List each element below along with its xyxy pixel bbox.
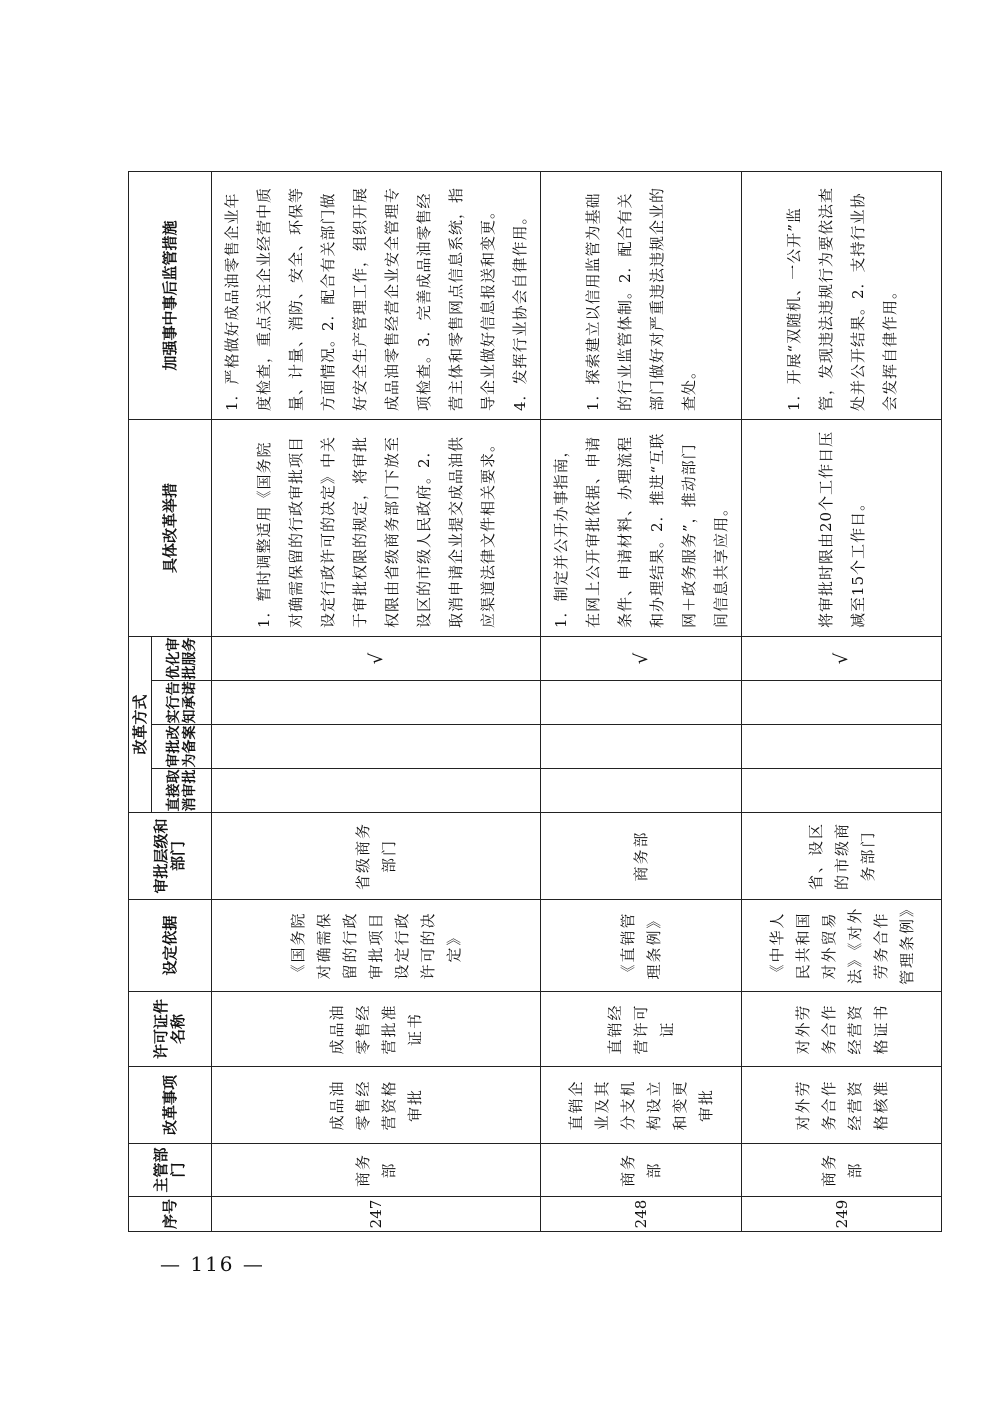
cell-seq: 247 xyxy=(212,1197,541,1232)
cell-license: 成品油零售经营批准证书 xyxy=(212,992,541,1067)
cell-level: 省级商务部门 xyxy=(212,813,541,900)
header-license: 许可证件名称 xyxy=(129,992,212,1067)
cell-method-record xyxy=(541,725,742,769)
cell-measures: 将审批时限由20个工作日压减至15个工作日。 xyxy=(742,419,942,636)
cell-method-notify xyxy=(212,681,541,725)
cell-seq: 248 xyxy=(541,1197,742,1232)
header-method-notify: 实行告知承诺 xyxy=(152,681,212,725)
cell-method-notify xyxy=(742,681,942,725)
cell-supervision: 1．严格做好成品油零售企业年度检查，重点关注企业经营中质量、计量、消防、安全、环保等方面情况。2．配合有关部门做好安全生产管理工作，组织开展成品油零售经营企业安全管理专项检查。3．完善成品油零售经营主体和零售网点信息系统，指导企业做好信息报送和变更。4．发挥行业协会自律作用。 xyxy=(212,171,541,419)
cell-item: 直销企业及其分支机构设立和变更审批 xyxy=(541,1067,742,1144)
cell-method-notify xyxy=(541,681,742,725)
cell-level: 省、设区的市级商务部门 xyxy=(742,813,942,900)
rotated-table-wrapper xyxy=(128,172,916,1232)
cell-dept: 商务部 xyxy=(541,1144,742,1197)
table-row xyxy=(541,171,742,1231)
header-seq: 序号 xyxy=(129,1197,212,1232)
cell-method-record xyxy=(742,725,942,769)
cell-method-cancel xyxy=(541,769,742,813)
cell-dept: 商务部 xyxy=(742,1144,942,1197)
cell-basis: 《国务院对确需保留的行政审批项目设定行政许可的决定》 xyxy=(212,900,541,992)
header-method-optimize: 优化审批服务 xyxy=(152,636,212,680)
page-number: — 116 — xyxy=(160,1252,265,1276)
cell-method-cancel xyxy=(212,769,541,813)
table-row xyxy=(212,171,541,1231)
header-method: 改革方式 xyxy=(129,636,152,812)
check-mark-icon: √ xyxy=(742,636,942,680)
header-dept: 主管部门 xyxy=(129,1144,212,1197)
header-method-record: 审批改为备案 xyxy=(152,725,212,769)
check-mark-icon: √ xyxy=(541,636,742,680)
header-item: 改革事项 xyxy=(129,1067,212,1144)
cell-item: 对外劳务合作经营资格核准 xyxy=(742,1067,942,1144)
cell-seq: 249 xyxy=(742,1197,942,1232)
cell-item: 成品油零售经营资格审批 xyxy=(212,1067,541,1144)
header-basis: 设定依据 xyxy=(129,900,212,992)
cell-measures: 1．暂时调整适用《国务院对确需保留的行政审批项目设定行政许可的决定》中关于审批权限的规定，将审批权限由省级商务部门下放至设区的市级人民政府。2．取消申请企业提交成品油供应渠道法律文件相关要求。 xyxy=(212,419,541,636)
cell-supervision: 1．探索建立以信用监管为基础的行业监管体制。2．配合有关部门做好对严重违法违规企业的查处。 xyxy=(541,171,742,419)
cell-basis: 《直销管理条例》 xyxy=(541,900,742,992)
cell-measures: 1．制定并公开办事指南，在网上公开审批依据、申请条件、申请材料、办理流程和办理结果。2．推进“互联网＋政务服务”，推动部门间信息共享应用。 xyxy=(541,419,742,636)
cell-license: 对外劳务合作经营资格证书 xyxy=(742,992,942,1067)
cell-basis: 《中华人民共和国对外贸易法》《对外劳务合作管理条例》 xyxy=(742,900,942,992)
cell-license: 直销经营许可证 xyxy=(541,992,742,1067)
cell-dept: 商务部 xyxy=(212,1144,541,1197)
header-method-cancel: 直接取消审批 xyxy=(152,769,212,813)
cell-method-record xyxy=(212,725,541,769)
cell-level: 商务部 xyxy=(541,813,742,900)
check-mark-icon: √ xyxy=(212,636,541,680)
header-supervision: 加强事中事后监管措施 xyxy=(129,171,212,419)
header-measures: 具体改革举措 xyxy=(129,419,212,636)
table-row xyxy=(742,171,942,1231)
cell-method-cancel xyxy=(742,769,942,813)
header-row xyxy=(129,171,152,1231)
header-level: 审批层级和部门 xyxy=(129,813,212,900)
cell-supervision: 1．开展“双随机、一公开”监管，发现违法违规行为要依法查处并公开结果。2．支持行业协会发挥自律作用。 xyxy=(742,171,942,419)
reform-table xyxy=(128,171,942,1232)
